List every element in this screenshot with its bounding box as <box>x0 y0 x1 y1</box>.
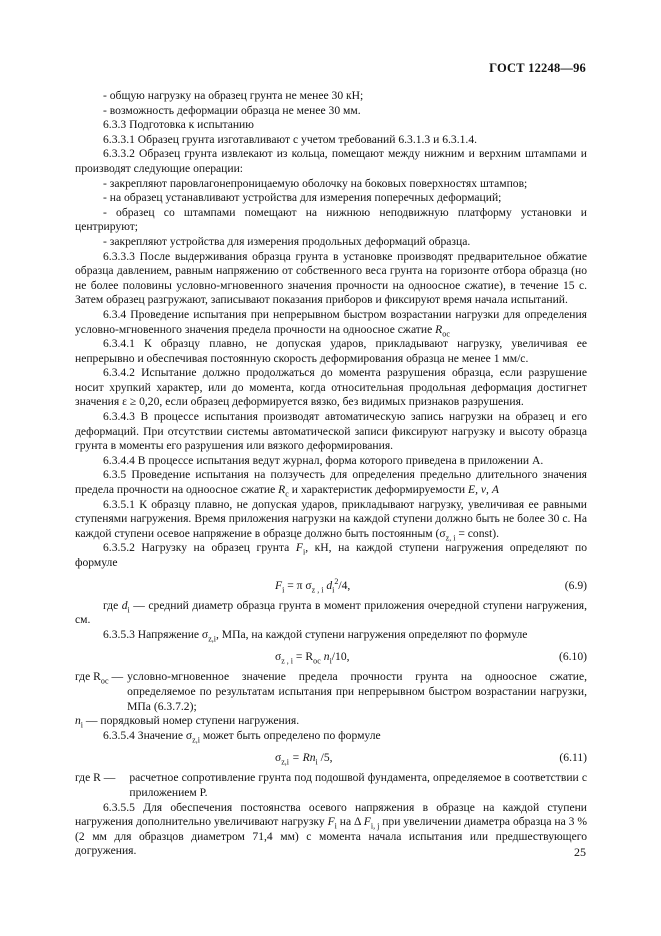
formula-expression: $\sigma_{z,i} = Rn_i$ /5, <box>275 751 333 767</box>
paragraph: 6.3.5.5 Для обеспечения постоянства осевого напряжения в образце на каждой ступени нагружения дополнительно увеличивают нагрузку $F_i$ на Δ $F_{i, j}$ при увеличении диаметра образца на 3 % (2 мм для образцов диаметром 71,4 мм) с момента начала испытания или предшествующего догружения. <box>75 800 588 858</box>
paragraph: 6.3.4.2 Испытание должно продолжаться до момента разрушения образца, если разрушение носит хрупкий характер, или до момента, когда относительная продольная деформация достигнет значения ε ≥ 0,20, если образец деформируется вязко, без видимых признаков разрушения. <box>75 366 587 409</box>
definition-term: где $R_{ос}$ — <box>75 670 124 686</box>
page-number: 25 <box>574 845 586 859</box>
paragraph: 6.3.3.3 После выдерживания образца грунта в установке производят предварительное обжатие образца давлением, равным напряжению от собственного веса грунта на горизонте отбора образца (но не более половины условно-мгновенного значения прочности на одноосное сжатие), в течение 15 с. Затем образец разгружают, записывают показания приборов и фиксируют время начала испытаний. <box>75 249 587 307</box>
paragraph: 6.3.5.2 Нагрузку на образец грунта $F_i$, кН, на каждой ступени нагружения определяют по формуле <box>75 541 587 569</box>
formula-number: (6.10) <box>558 650 587 664</box>
formula-6-10 <box>75 642 587 670</box>
paragraph: 6.3.3.2 Образец грунта извлекают из кольца, помещают между нижним и верхним штампами и производят следующие операции: <box>75 147 587 175</box>
formula-number: (6.9) <box>564 578 587 592</box>
definition-row <box>75 670 587 714</box>
definition-text: расчетное сопротивление грунта под подошвой фундамента, определяемое в соответствии с приложением Р. <box>129 771 587 799</box>
paragraph: 6.3.5.3 Напряжение $\sigma_{z,i}$, МПа, на каждой ступени нагружения определяют по формуле <box>103 627 528 644</box>
definition-term: где R — <box>75 771 116 785</box>
definition-row <box>75 771 587 800</box>
formula-6-9 <box>75 571 587 599</box>
paragraph: 6.3.4.1 К образцу плавно, не допуская ударов, прикладывают нагрузку, увеличивая ее непрерывно и обеспечивая постоянную скорость деформирования образца не менее 1 мм/с. <box>75 337 587 365</box>
formula-expression: $\sigma_{z , i} = R_{ос}$ $n_i/10$, <box>275 650 350 666</box>
list-item: - образец со штампами помещают на нижнюю неподвижную платформу установки и центрируют; <box>75 205 587 234</box>
paragraph: 6.3.5 Проведение испытания на ползучесть для определения предельно длительного значения предела прочности на одноосное сжатие $R_c$ и характеристик деформируемости E, ν, A <box>75 468 587 499</box>
list-item: - закрепляют паровлагонепроницаемую оболочку на боковых поверхностях штампов; <box>103 176 528 190</box>
list-item: - на образец устанавливают устройства для измерения поперечных деформаций; <box>103 191 502 205</box>
paragraph: 6.3.5.1 К образцу плавно, не допуская ударов, прикладывают нагрузку, увеличивая ее равными ступенями нагружения. Время приложения нагрузки на каждой ступени должно быть не более 30 с. На каждой ступени осевое напряжение в образце должно быть постоянным ($\sigma_{z, i}$ = const). <box>75 497 587 543</box>
definition-row: $n_i$ — порядковый номер ступени нагружения. <box>75 714 300 730</box>
section-heading: 6.3.3 Подготовка к испытанию <box>103 118 254 132</box>
definition-text: условно-мгновенное значение предела прочности грунта на одноосное сжатие, определяемое по результатам испытания при непрерывном быстром возрастании нагрузки, МПа (6.3.7.2); <box>127 670 587 713</box>
formula-number: (6.11) <box>559 751 587 765</box>
paragraph: 6.3.4.3 В процессе испытания производят автоматическую запись нагрузки на образец и его деформаций. При отсутствии системы автоматической записи фиксируют нагрузку и высоту образца грунта в моменты его разрушения или вязкого деформирования. <box>75 410 587 453</box>
paragraph: 6.3.4.4 В процессе испытания ведут журнал, форма которого приведена в приложении А. <box>103 453 544 467</box>
list-item: - закрепляют устройства для измерения продольных деформаций образца. <box>103 234 471 248</box>
body-text <box>75 89 587 859</box>
page-header-standard-number: ГОСТ 12248—96 <box>489 61 586 75</box>
formula-6-11 <box>75 743 587 771</box>
list-item: - общую нагрузку на образец грунта не менее 30 кН; <box>103 89 364 102</box>
paragraph: 6.3.4 Проведение испытания при непрерывном быстром возрастании нагрузки для определения условно-мгновенного значения предела прочности на одноосное сжатие $R_{ос}$ <box>75 307 587 338</box>
formula-expression: $F_i = \pi$ $\sigma_{z , i}$ $d_i^2/4$, <box>275 576 351 594</box>
paragraph: 6.3.3.1 Образец грунта изготавливают с учетом требований 6.3.1.3 и 6.3.1.4. <box>103 132 478 146</box>
list-item: - возможность деформации образца не менее 30 мм. <box>103 103 361 117</box>
paragraph: 6.3.5.4 Значение $\sigma_{z,i}$ может быть определено по формуле <box>103 728 381 745</box>
paragraph: где $d_i$ — средний диаметр образца грунта в момент приложения очередной ступени нагружения, см. <box>75 598 588 627</box>
